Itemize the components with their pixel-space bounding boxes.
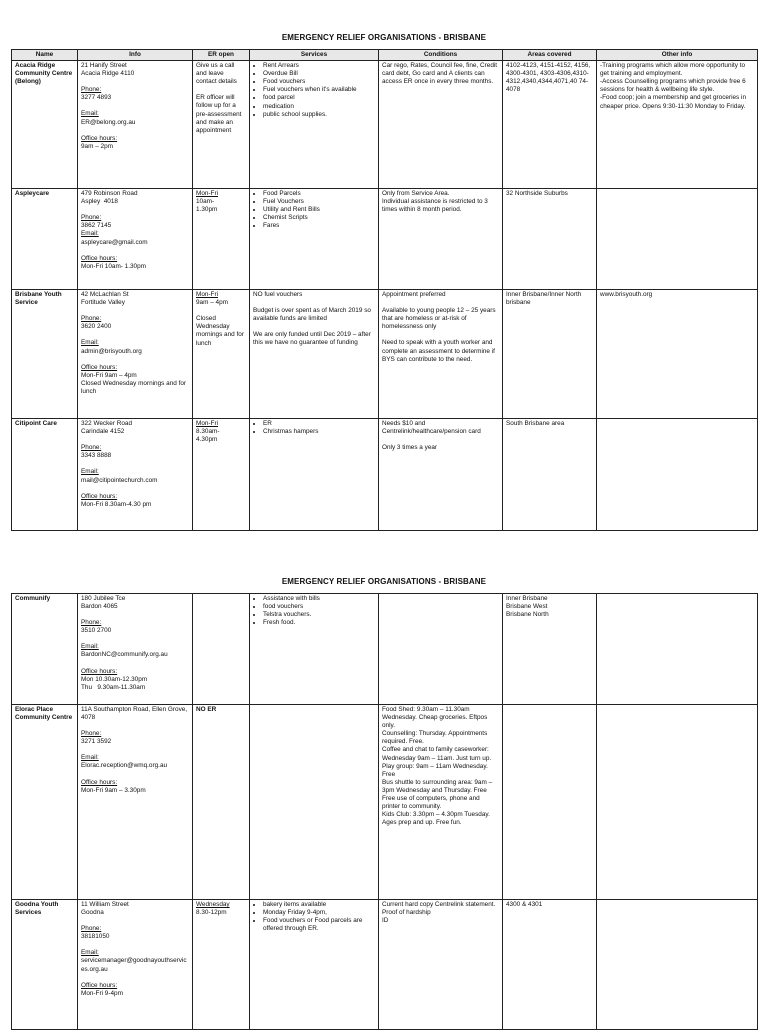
- spacer: [253, 299, 375, 307]
- areas-cell: [503, 705, 597, 900]
- service-item: • Fresh food.: [263, 619, 375, 627]
- address-line: Bardon 4065: [81, 603, 118, 611]
- service-note: Budget is over spent as of March 2019 so available funds are limited: [253, 307, 373, 323]
- phone-number: 3343 8888: [81, 452, 112, 460]
- area-text: 4102-4123, 4151-4152, 4156, 4300-4301, 4303-4306,4310-4312,4340,4344,4071,40 74-4078: [506, 62, 592, 94]
- email-link[interactable]: ER@belong.org.au: [81, 118, 136, 126]
- office-hours-value: Thu 9.30am-11.30am: [81, 683, 146, 691]
- condition-text: Needs $10 and Centrelink/healthcare/pension card: [382, 420, 481, 436]
- office-hours-value: Mon-Fri 9am – 4pm: [81, 371, 137, 379]
- spacer: [81, 917, 189, 925]
- org-name-cell: Citipoint Care: [12, 419, 78, 531]
- email-label: Email:: [81, 230, 99, 238]
- office-hours-value: Closed Wednesday mornings and for lunch: [81, 379, 188, 395]
- spacer: [81, 356, 189, 364]
- spacer: [81, 660, 189, 668]
- spacer: [81, 331, 189, 339]
- service-item: • bakery items available: [263, 901, 375, 909]
- page-title: EMERGENCY RELIEF ORGANISATIONS - BRISBANE: [281, 33, 487, 42]
- service-item: • Assistance with bills: [263, 595, 375, 603]
- org-info-cell: [78, 189, 193, 290]
- service-item: • Fares: [263, 222, 375, 230]
- phone-label: Phone:: [81, 444, 102, 452]
- email-label: Email:: [81, 754, 99, 762]
- other-info-cell: [597, 419, 758, 531]
- er-open-cell: [193, 419, 250, 531]
- org-info-cell: [78, 61, 193, 189]
- services-list: [253, 901, 375, 933]
- areas-cell: [503, 419, 597, 531]
- services-cell: [250, 290, 379, 419]
- services-cell: [250, 705, 379, 900]
- other-info-text: -Food coop; join a membership and get groceries in cheaper price. Opens 9:30-11:30 Monday to Friday.: [600, 94, 748, 110]
- address-line: 21 Hanify Street: [81, 62, 127, 70]
- org-name-cell: Aspleycare: [12, 189, 78, 290]
- address-line: 322 Wecker Road: [81, 420, 133, 428]
- other-info-cell: [597, 61, 758, 189]
- services-cell: [250, 419, 379, 531]
- conditions-cell: [379, 594, 503, 705]
- conditions-cell: [379, 705, 503, 900]
- spacer: [81, 206, 189, 214]
- condition-text: Food Shed: 9.30am – 11.30am Wednesday. Cheap groceries. Eftpos only.: [382, 706, 490, 730]
- phone-label: Phone:: [81, 619, 102, 627]
- phone-label: Phone:: [81, 925, 102, 933]
- column-header-conditions: Conditions: [379, 50, 503, 61]
- other-info-cell: [597, 290, 758, 419]
- er-open-text: 4.30pm: [196, 436, 218, 444]
- service-item: • Overdue Bill: [263, 70, 375, 78]
- er-open-text: 1.30pm: [196, 206, 218, 214]
- condition-text: Play group: 9am – 11am Wednesday. Free: [382, 762, 490, 778]
- condition-text: Bus shuttle to surrounding area: 9am – 3pm Wednesday and Thursday. Free: [382, 778, 494, 794]
- no-er-label: NO ER: [196, 706, 217, 713]
- services-cell: [250, 189, 379, 290]
- areas-cell: [503, 290, 597, 419]
- condition-text: Coffee and chat to family caseworker: Wednesday 9am – 11am. Just turn up.: [382, 746, 492, 762]
- column-header-er-open: ER open: [193, 50, 250, 61]
- condition-text: Kids Club: 3.30pm – 4.30pm Tuesday. Ages prep and up. Free fun.: [382, 811, 492, 827]
- er-open-text: 8.30-12pm: [196, 909, 227, 917]
- service-item: • public school supplies.: [263, 111, 375, 119]
- areas-cell: [503, 900, 597, 1030]
- email-link[interactable]: Elorac.reception@wmq.org.au: [81, 762, 168, 770]
- address-line: Carindale 4152: [81, 428, 125, 436]
- service-item: • Rent Arrears: [263, 62, 375, 70]
- service-item: • Food Parcels: [263, 190, 375, 198]
- column-header-services: Services: [250, 50, 379, 61]
- area-text: 4300 & 4301: [506, 901, 543, 908]
- areas-cell: [503, 61, 597, 189]
- service-item: • Monday Friday 9-4pm,: [263, 909, 375, 917]
- address-line: 479 Robinson Road: [81, 190, 138, 198]
- other-info-cell: [597, 189, 758, 290]
- condition-text: Individual assistance is restricted to 3 times within 8 month period.: [382, 198, 490, 214]
- er-open-days: Mon-Fri: [196, 420, 219, 428]
- areas-cell: [503, 189, 597, 290]
- spacer: [81, 460, 189, 468]
- email-label: Email:: [81, 643, 99, 651]
- email-link[interactable]: admin@brisyouth.org: [81, 347, 142, 355]
- phone-label: Phone:: [81, 86, 102, 94]
- phone-number: 3862 7145: [81, 222, 112, 230]
- spacer: [81, 722, 189, 730]
- area-text: Brisbane West: [506, 603, 548, 611]
- page-title-2: EMERGENCY RELIEF ORGANISATIONS - BRISBANE: [281, 577, 487, 586]
- org-name-cell: Brisbane Youth Service: [12, 290, 78, 419]
- conditions-cell: [379, 61, 503, 189]
- table-header-row: [12, 50, 758, 61]
- organisations-table-1: [11, 49, 758, 531]
- other-info-cell: [597, 900, 758, 1030]
- email-link[interactable]: aspleycare@gmail.com: [81, 238, 148, 246]
- office-hours-value: Mon 10.30am-12.30pm: [81, 675, 148, 683]
- organisations-table-2: [11, 593, 758, 1030]
- org-name-cell: Communify: [12, 594, 78, 705]
- table-row: [12, 900, 758, 1030]
- spacer: [81, 127, 189, 135]
- email-link[interactable]: mail@citipointechurch.com: [81, 476, 158, 484]
- er-open-text: 9am – 4pm: [196, 299, 228, 307]
- table-row: [12, 705, 758, 900]
- er-open-cell: [193, 705, 250, 900]
- spacer: [382, 299, 499, 307]
- website-link[interactable]: www.brisyouth.org: [600, 291, 653, 299]
- email-label: Email:: [81, 949, 99, 957]
- phone-number: 3271 3592: [81, 738, 112, 746]
- services-list: [253, 62, 375, 119]
- area-text: South Brisbane area: [506, 420, 565, 428]
- spacer: [81, 771, 189, 779]
- service-item: • Utility and Rent Bills: [263, 206, 375, 214]
- spacer: [81, 941, 189, 949]
- office-hours-label: Office hours:: [81, 134, 118, 142]
- spacer: [81, 485, 189, 493]
- address-line: Goodna: [81, 909, 104, 917]
- er-open-cell: [193, 900, 250, 1030]
- er-open-text: Give us a call and leave contact details: [196, 62, 237, 86]
- address-line: 42 McLachlan St: [81, 291, 129, 299]
- spacer: [382, 331, 499, 339]
- org-name-cell: Elorac Place Community Centre: [12, 705, 78, 900]
- er-open-cell: [193, 290, 250, 419]
- address-line: Aspley 4018: [81, 198, 118, 206]
- condition-text: Current hard copy Centrelink statement.: [382, 901, 496, 908]
- er-open-text: 8.30am-: [196, 428, 220, 436]
- service-item: • Fuel vouchers when it's available: [263, 86, 375, 94]
- services-list: [253, 420, 375, 436]
- spacer: [81, 746, 189, 754]
- services-cell: [250, 61, 379, 189]
- er-open-text: ER officer will follow up for a pre-assessment and make an appointment: [196, 94, 244, 134]
- er-open-text: Closed Wednesday mornings and for lunch: [196, 315, 246, 347]
- area-text: Brisbane North: [506, 611, 549, 619]
- org-info-cell: [78, 705, 193, 900]
- org-info-cell: [78, 419, 193, 531]
- service-item: • Food vouchers or Food parcels are offered through ER.: [263, 917, 375, 933]
- service-note: NO fuel vouchers: [253, 291, 303, 299]
- spacer: [253, 323, 375, 331]
- phone-label: Phone:: [81, 214, 102, 222]
- condition-text: ID: [382, 917, 389, 925]
- er-open-cell: [193, 61, 250, 189]
- condition-text: Available to young people 12 – 25 years that are homeless or at-risk of homelessness only: [382, 307, 498, 331]
- office-hours-value: Mon-Fri 9am – 3.30pm: [81, 786, 146, 794]
- service-item: • ER: [263, 420, 375, 428]
- condition-text: Free use of computers, phone and printer to community.: [382, 795, 482, 811]
- spacer: [81, 635, 189, 643]
- phone-number: 3620 2400: [81, 323, 112, 331]
- er-open-days: Mon-Fri: [196, 190, 219, 198]
- office-hours-value: Mon-Fri 9-4pm: [81, 989, 123, 997]
- service-item: • Chemist Scripts: [263, 214, 375, 222]
- office-hours-value: Mon-Fri 10am- 1.30pm: [81, 262, 146, 270]
- address-line: 11 William Street: [81, 901, 129, 908]
- service-item: • food parcel: [263, 94, 375, 102]
- condition-text: Need to speak with a youth worker and complete an assessment to determine if BYS can contribute to the need.: [382, 339, 497, 363]
- er-open-days: Wednesday: [196, 901, 230, 908]
- org-info-cell: [78, 594, 193, 705]
- service-item: • medication: [263, 103, 375, 111]
- other-info-text: -Access Counselling programs which provide free 6 sessions for health & wellbeing life style.: [600, 78, 748, 94]
- office-hours-label: Office hours:: [81, 254, 118, 262]
- address-line: 11A Southampton Road, Ellen Grove, 4078: [81, 706, 189, 722]
- email-label: Email:: [81, 339, 99, 347]
- office-hours-label: Office hours:: [81, 363, 118, 371]
- email-label: Email:: [81, 468, 99, 476]
- email-link[interactable]: servicemanager@goodnayouthservices.org.au: [81, 957, 187, 973]
- address-line: 180 Jubilee Tce: [81, 595, 126, 602]
- email-label: Email:: [81, 110, 99, 118]
- address-line: Acacia Ridge 4110: [81, 70, 135, 78]
- table-row: [12, 189, 758, 290]
- er-open-cell: [193, 594, 250, 705]
- condition-text: Appointment preferred: [382, 291, 446, 299]
- conditions-cell: [379, 900, 503, 1030]
- org-name-cell: Acacia Ridge Community Centre (Belong): [12, 61, 78, 189]
- condition-text: Counselling: Thursday. Appointments required. Free.: [382, 730, 490, 746]
- office-hours-value: 9am – 2pm: [81, 142, 113, 150]
- column-header-areas-covered: Areas covered: [503, 50, 597, 61]
- service-item: • food vouchers: [263, 603, 375, 611]
- condition-text: Only 3 times a year: [382, 444, 438, 452]
- spacer: [81, 436, 189, 444]
- spacer: [382, 436, 499, 444]
- phone-number: 3277 4893: [81, 94, 112, 102]
- column-header-other-info: Other info: [597, 50, 758, 61]
- er-open-days: Mon-Fri: [196, 291, 219, 299]
- office-hours-label: Office hours:: [81, 492, 118, 500]
- office-hours-label: Office hours:: [81, 667, 118, 675]
- condition-text: Car rego, Rates, Council fee, fine, Credit card debt, Go card and A clients can access ER once in every three months.: [382, 62, 499, 86]
- er-open-text: 10am-: [196, 198, 215, 206]
- services-list: [253, 595, 375, 627]
- other-info-text: -Training programs which allow more opportunity to get training and employment.: [600, 62, 747, 78]
- table-row: [12, 290, 758, 419]
- spacer: [81, 974, 189, 982]
- area-text: 32 Northside Suburbs: [506, 190, 568, 198]
- spacer: [81, 247, 189, 255]
- spacer: [81, 78, 189, 86]
- area-text: Inner Brisbane: [506, 595, 548, 602]
- phone-label: Phone:: [81, 315, 102, 323]
- services-list: [253, 190, 375, 230]
- table-row: [12, 594, 758, 705]
- conditions-cell: [379, 290, 503, 419]
- service-item: • Christmas hampers: [263, 428, 375, 436]
- phone-label: Phone:: [81, 730, 102, 738]
- address-line: Fortitude Valley: [81, 299, 125, 307]
- phone-number: 38181050: [81, 933, 110, 941]
- conditions-cell: [379, 419, 503, 531]
- column-header-info: Info: [78, 50, 193, 61]
- service-item: • Food vouchers: [263, 78, 375, 86]
- conditions-cell: [379, 189, 503, 290]
- column-header-name: Name: [12, 50, 78, 61]
- other-info-cell: [597, 705, 758, 900]
- office-hours-label: Office hours:: [81, 778, 118, 786]
- area-text: Inner Brisbane/Inner North brisbane: [506, 291, 584, 307]
- office-hours-label: Office hours:: [81, 981, 118, 989]
- other-info-cell: [597, 594, 758, 705]
- spacer: [196, 307, 246, 315]
- areas-cell: [503, 594, 597, 705]
- service-item: • Telstra vouchers.: [263, 611, 375, 619]
- table-row: [12, 61, 758, 189]
- spacer: [196, 86, 246, 94]
- spacer: [81, 307, 189, 315]
- spacer: [81, 102, 189, 110]
- er-open-cell: [193, 189, 250, 290]
- services-cell: [250, 594, 379, 705]
- email-link[interactable]: BardonNC@communify.org.au: [81, 651, 168, 659]
- office-hours-value: Mon-Fri 8.30am-4.30 pm: [81, 500, 152, 508]
- org-info-cell: [78, 900, 193, 1030]
- phone-number: 3510 2700: [81, 627, 112, 635]
- spacer: [81, 611, 189, 619]
- service-item: • Fuel Vouchers: [263, 198, 375, 206]
- table-row: [12, 419, 758, 531]
- org-info-cell: [78, 290, 193, 419]
- condition-text: Proof of hardship: [382, 909, 431, 917]
- org-name-cell: Goodna Youth Services: [12, 900, 78, 1030]
- condition-text: Only from Service Area.: [382, 190, 450, 198]
- service-note: We are only funded until Dec 2019 – after this we have no guarantee of funding: [253, 331, 373, 347]
- services-cell: [250, 900, 379, 1030]
